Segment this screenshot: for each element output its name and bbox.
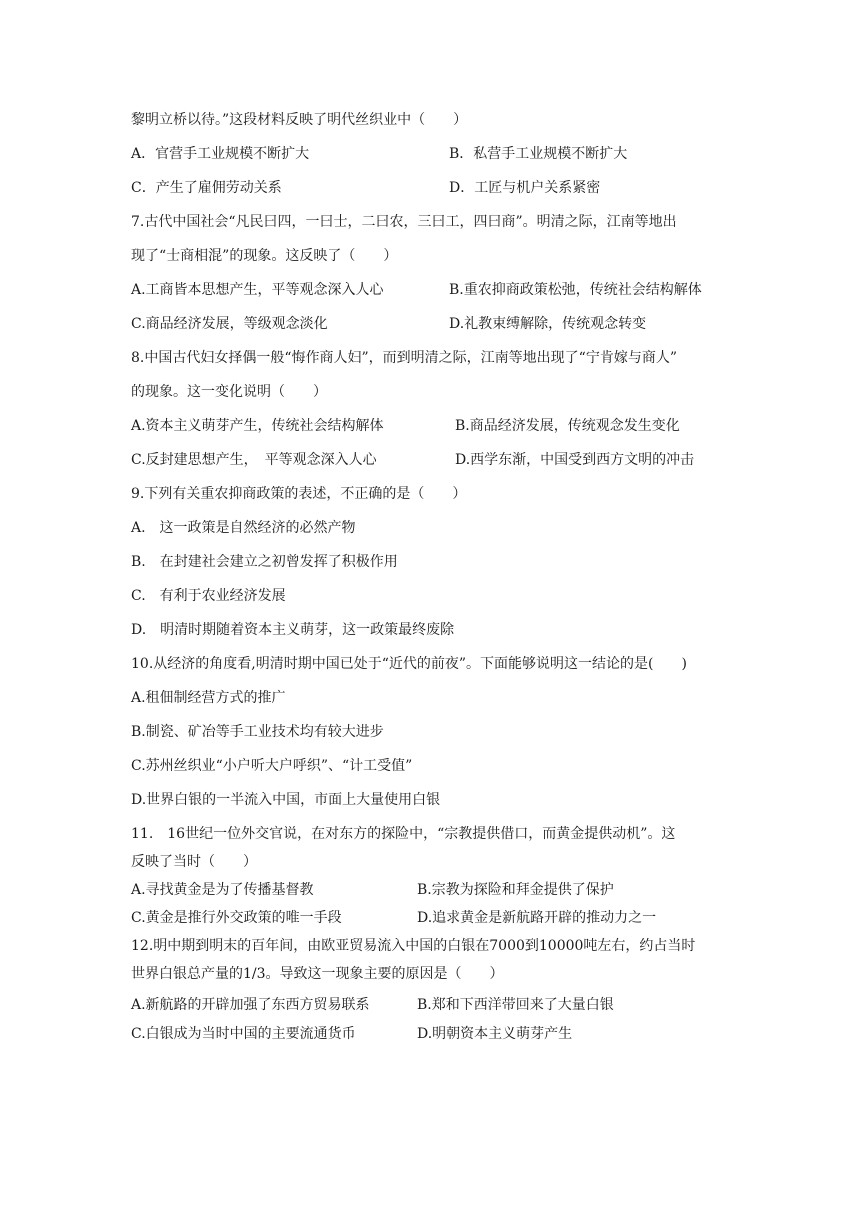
q11-option-b: B.宗教为探险和拜金提供了保护 <box>417 882 614 898</box>
q12-option-c: C.白银成为当时中国的主要流通货币 <box>131 1026 356 1042</box>
q12-option-a: A.新航路的开辟加强了东西方贸易联系 <box>131 997 370 1013</box>
q7-option-a: A.工商皆本思想产生，平等观念深入人心 <box>131 282 384 298</box>
q7-option-c: C.商品经济发展，等级观念淡化 <box>131 316 328 332</box>
q7-option-d: D.礼教束缚解除，传统观念转变 <box>449 316 647 332</box>
q6-option-a: A．官营手工业规模不断扩大 <box>131 146 310 162</box>
q9-stem: 9.下列有关重农抑商政策的表述，不正确的是（ ） <box>131 486 467 502</box>
q11-option-d: D.追求黄金是新航路开辟的推动力之一 <box>417 910 657 926</box>
q9-option-a: A. 这一政策是自然经济的必然产物 <box>131 520 356 536</box>
q8-option-d: D.西学东渐，中国受到西方文明的冲击 <box>455 452 695 468</box>
q12-stem-line2: 世界白银总产量的1/3。导致这一现象主要的原因是（ ） <box>131 966 504 982</box>
q6-option-b: B．私营手工业规模不断扩大 <box>449 146 628 162</box>
q12-option-b: B.郑和下西洋带回来了大量白银 <box>417 997 614 1013</box>
q8-stem-line2: 的现象。这一变化说明（ ） <box>131 384 327 400</box>
q12-stem-line1: 12.明中期到明末的百年间，由欧亚贸易流入中国的白银在7000到10000吨左右，约占当时 <box>131 938 696 954</box>
q11-option-a: A.寻找黄金是为了传播基督教 <box>131 882 314 898</box>
q7-stem-line2: 现了“士商相混”的现象。这反映了（ ） <box>131 248 398 264</box>
q10-stem: 10.从经济的角度看,明清时期中国已处于“近代的前夜”。下面能够说明这一结论的是( ) <box>131 656 687 672</box>
q12-option-d: D.明朝资本主义萌芽产生 <box>417 1026 573 1042</box>
q11-stem-line1: 11. 16世纪一位外交官说，在对东方的探险中，“宗教提供借口，而黄金提供动机”。这 <box>131 826 676 842</box>
q6-option-d: D．工匠与机户关系紧密 <box>449 180 601 196</box>
q6-option-c: C．产生了雇佣劳动关系 <box>131 180 282 196</box>
q10-option-a: A.租佃制经营方式的推广 <box>131 690 286 706</box>
q7-stem-line1: 7.古代中国社会“凡民曰四，一曰士，二曰农，三曰工，四曰商”。明清之际，江南等地出 <box>131 214 677 230</box>
q10-option-b: B.制瓷、矿冶等手工业技术均有较大进步 <box>131 724 384 740</box>
q9-option-c: C. 有利于农业经济发展 <box>131 588 286 604</box>
q9-option-d: D. 明清时期随着资本主义萌芽，这一政策最终废除 <box>131 622 455 638</box>
q8-option-a: A.资本主义萌芽产生，传统社会结构解体 <box>131 418 384 434</box>
q9-option-b: B. 在封建社会建立之初曾发挥了积极作用 <box>131 554 398 570</box>
q10-option-d: D.世界白银的一半流入中国，市面上大量使用白银 <box>131 792 441 808</box>
q8-option-b: B.商品经济发展，传统观念发生变化 <box>455 418 680 434</box>
q11-stem-line2: 反映了当时（ ） <box>131 854 257 870</box>
q8-stem-line1: 8.中国古代妇女择偶一般“悔作商人妇”，而到明清之际，江南等地出现了“宁肯嫁与商人” <box>131 350 677 366</box>
q10-option-c: C.苏州丝织业“小户听大户呼织”、“计工受值” <box>131 758 413 774</box>
q11-option-c: C.黄金是推行外交政策的唯一手段 <box>131 910 342 926</box>
q6-stem-continued: 黎明立桥以待。”这段材料反映了明代丝织业中（ ） <box>131 112 468 128</box>
q7-option-b: B.重农抑商政策松弛，传统社会结构解体 <box>449 282 702 298</box>
q8-option-c: C.反封建思想产生， 平等观念深入人心 <box>131 452 377 468</box>
